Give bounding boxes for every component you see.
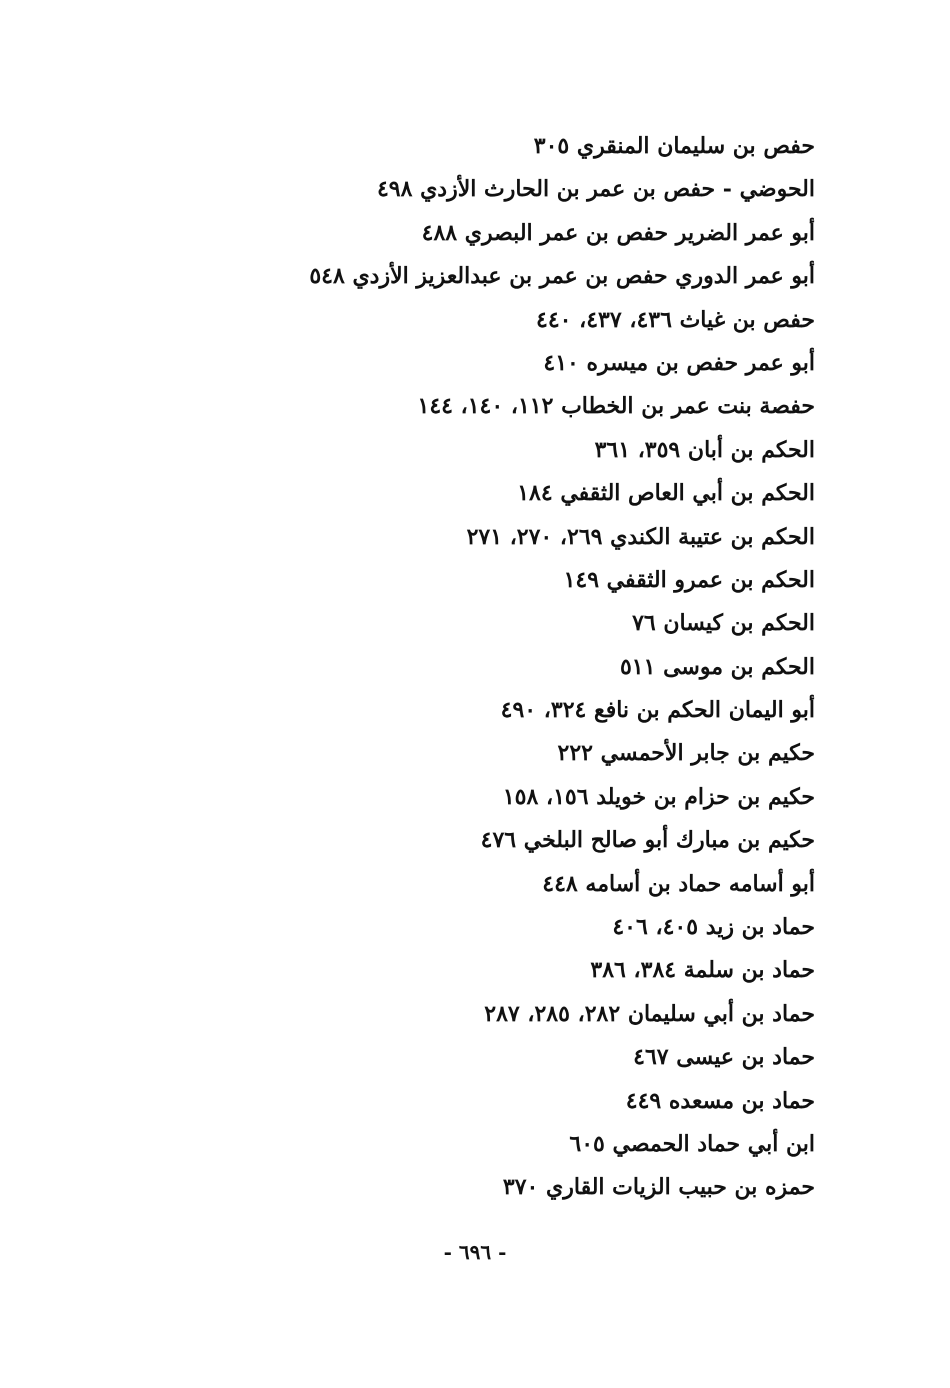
- index-entry: الحكم بن كيسان ٧٦: [632, 610, 815, 637]
- index-entry: حكيم بن جابر الأحمسي ٢٢٢: [557, 740, 815, 767]
- index-entry: الحوضي - حفص بن عمر بن الحارث الأزدي ٤٩٨: [376, 176, 815, 203]
- index-entry: أبو عمر حفص بن ميسره ٤١٠: [543, 349, 815, 376]
- index-entry: حماد بن سلمة ٣٨٤، ٣٨٦: [590, 957, 815, 984]
- index-entry: الحكم بن أبي العاص الثقفي ١٨٤: [517, 480, 815, 507]
- index-entry: الحكم بن عمرو الثقفي ١٤٩: [563, 566, 815, 593]
- index-entry: الحكم بن أبان ٣٥٩، ٣٦١: [594, 436, 815, 463]
- index-entry: حفص بن غياث ٤٣٦، ٤٣٧، ٤٤٠: [536, 306, 815, 333]
- index-entry: حكيم بن مبارك أبو صالح البلخي ٤٧٦: [480, 827, 815, 854]
- index-entry: حفص بن سليمان المنقري ٣٠٥: [533, 133, 815, 159]
- index-entry: أبو عمر الدوري حفص بن عمر بن عبدالعزيز الأزدي ٥٤٨: [309, 263, 815, 290]
- index-entry: أبو اليمان الحكم بن نافع ٣٢٤، ٤٩٠: [500, 697, 815, 724]
- index-entry: حكيم بن حزام بن خويلد ١٥٦، ١٥٨: [502, 783, 815, 810]
- index-entry: ابن أبي حماد الحمصي ٦٠٥: [569, 1130, 815, 1157]
- index-entry: حماد بن عيسى ٤٦٧: [633, 1044, 815, 1071]
- page-number: - ٦٩٦ -: [443, 1240, 507, 1264]
- index-entry: حماد بن زيد ٤٠٥، ٤٠٦: [612, 914, 815, 941]
- index-entry: حمزه بن حبيب الزيات القاري ٣٧٠: [502, 1174, 815, 1201]
- name-index-list: [255, 125, 815, 1210]
- index-entry: حماد بن أبي سليمان ٢٨٢، ٢٨٥، ٢٨٧: [484, 1000, 815, 1027]
- index-entry: أبو أسامه حماد بن أسامه ٤٤٨: [542, 870, 815, 897]
- index-entry: حماد بن مسعده ٤٤٩: [625, 1087, 815, 1114]
- index-entry: حفصة بنت عمر بن الخطاب ١١٢، ١٤٠، ١٤٤: [417, 393, 815, 420]
- index-entry: الحكم بن عتيبة الكندي ٢٦٩، ٢٧٠، ٢٧١: [466, 523, 815, 550]
- index-entry: أبو عمر الضرير حفص بن عمر البصري ٤٨٨: [421, 219, 815, 246]
- index-entry: الحكم بن موسى ٥١١: [619, 653, 815, 680]
